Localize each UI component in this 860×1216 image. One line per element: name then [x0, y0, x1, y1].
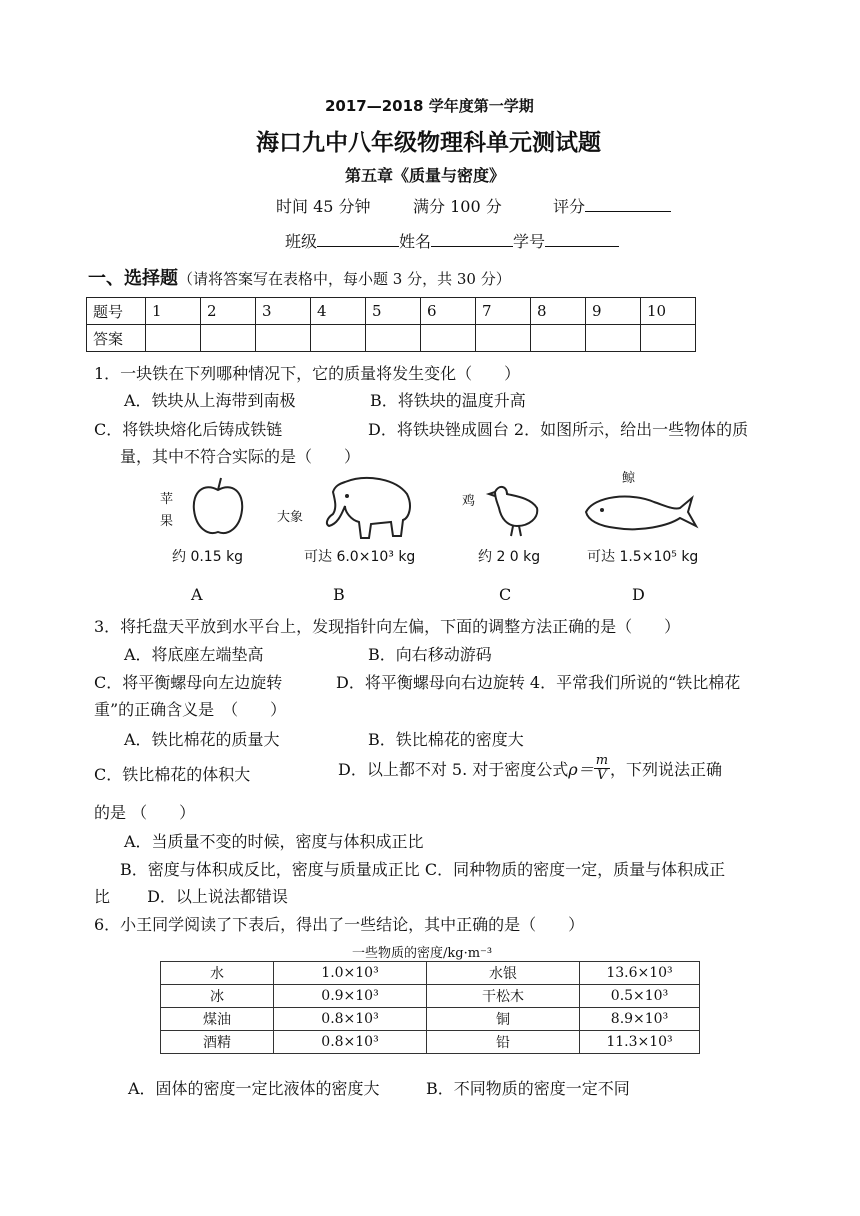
table-cell: 11.3×10³ — [580, 1031, 700, 1054]
question-number-label: 题号 — [87, 298, 146, 325]
answer-cell[interactable] — [256, 325, 311, 352]
answer-table-row-answers — [87, 325, 696, 352]
answer-table — [86, 297, 696, 352]
q4-option-a: A．铁比棉花的质量大 — [124, 730, 280, 749]
chicken-mass-label: 约 2 0 kg — [478, 549, 541, 565]
table-row — [161, 1031, 700, 1054]
density-fraction — [594, 754, 610, 783]
table-cell: 0.5×10³ — [580, 985, 700, 1008]
table-cell: 0.8×10³ — [274, 1031, 427, 1054]
chapter-title: 第五章《质量与密度》 — [345, 166, 506, 185]
section-note: （请将答案写在表格中，每小题 3 分，共 30 分） — [178, 270, 511, 288]
table-cell: 0.8×10³ — [274, 1008, 427, 1031]
q4-option-b: B．铁比棉花的密度大 — [368, 730, 524, 749]
table-cell: 酒精 — [161, 1031, 274, 1054]
question-number: 7 — [476, 298, 531, 325]
q4-option-d — [338, 754, 722, 783]
elephant-icon — [315, 472, 415, 542]
fraction-denominator: V — [597, 768, 607, 783]
q3-stem: 3．将托盘天平放到水平台上，发现指针向左偏，下面的调整方法正确的是（ ） — [94, 617, 681, 636]
q1-option-b: B．将铁块的温度升高 — [370, 391, 526, 410]
density-table — [160, 961, 700, 1054]
apple-label-top: 苹 — [160, 492, 174, 507]
full-score-info: 满分 100 分 — [413, 197, 502, 216]
answer-cell[interactable] — [531, 325, 586, 352]
section-heading — [88, 264, 511, 290]
school-year: 2017—2018 学年度第一学期 — [325, 97, 534, 115]
page-title: 海口九中八年级物理科单元测试题 — [256, 129, 601, 156]
answer-cell[interactable] — [366, 325, 421, 352]
score-field[interactable] — [553, 194, 671, 217]
apple-mass-label: 约 0.15 kg — [172, 549, 244, 565]
q5-stem-continued: 的是 （ ） — [94, 803, 196, 822]
question-number: 3 — [256, 298, 311, 325]
q2-figure — [150, 470, 710, 575]
whale-icon — [580, 486, 700, 536]
class-label: 班级 — [285, 232, 318, 251]
q5-stem-tail: ，下列说法正确 — [610, 760, 723, 779]
q5-option-a: A．当质量不变的时候，密度与体积成正比 — [124, 832, 424, 851]
answer-cell[interactable] — [311, 325, 366, 352]
student-no-label: 学号 — [513, 232, 546, 251]
student-info-row — [285, 229, 619, 252]
table-cell: 8.9×10³ — [580, 1008, 700, 1031]
q2-option-c: C — [499, 585, 512, 604]
answer-cell[interactable] — [476, 325, 531, 352]
table-cell: 煤油 — [161, 1008, 274, 1031]
score-blank[interactable] — [585, 195, 671, 212]
density-formula: ρ＝ — [568, 760, 594, 779]
q3-option-b: B．向右移动游码 — [368, 645, 492, 664]
answer-cell[interactable] — [641, 325, 696, 352]
answer-cell[interactable] — [586, 325, 641, 352]
q3-option-d: D．将平衡螺母向右边旋转 4．平常我们所说的“铁比棉花 — [336, 673, 741, 692]
question-number: 4 — [311, 298, 366, 325]
q3-option-a: A．将底座左端垫高 — [124, 645, 264, 664]
table-row — [161, 985, 700, 1008]
q2-option-d: D — [632, 585, 645, 604]
q2-option-a: A — [191, 585, 203, 604]
q6-option-a: A．固体的密度一定比液体的密度大 — [128, 1079, 380, 1098]
question-number: 5 — [366, 298, 421, 325]
chicken-label: 鸡 — [462, 494, 476, 509]
whale-mass-label: 可达 1.5×10⁵ kg — [587, 549, 699, 565]
q2-option-b: B — [333, 585, 345, 604]
q1-option-a: A．铁块从上海带到南极 — [124, 391, 296, 410]
score-label: 评分 — [553, 197, 586, 216]
answer-label: 答案 — [87, 325, 146, 352]
name-label: 姓名 — [399, 232, 432, 251]
q6-option-b: B．不同物质的密度一定不同 — [426, 1079, 630, 1098]
answer-table-row-numbers — [87, 298, 696, 325]
table-cell: 铅 — [427, 1031, 580, 1054]
time-label: 时间 45 分钟 — [276, 197, 371, 216]
table-row — [161, 1008, 700, 1031]
time-info — [276, 194, 371, 217]
class-blank[interactable] — [317, 230, 399, 247]
q1-option-c: C．将铁块熔化后铸成铁链 — [94, 420, 283, 439]
table-cell: 0.9×10³ — [274, 985, 427, 1008]
chicken-icon — [485, 478, 545, 538]
question-number: 2 — [201, 298, 256, 325]
q6-stem: 6．小王同学阅读了下表后，得出了一些结论，其中正确的是（ ） — [94, 915, 585, 934]
answer-cell[interactable] — [146, 325, 201, 352]
section-title: 一、选择题 — [88, 268, 178, 289]
q4-stem-continued: 重”的正确含义是 （ ） — [94, 700, 287, 719]
table-cell: 冰 — [161, 985, 274, 1008]
question-number: 10 — [641, 298, 696, 325]
apple-label-bottom: 果 — [160, 514, 174, 529]
answer-cell[interactable] — [201, 325, 256, 352]
answer-cell[interactable] — [421, 325, 476, 352]
table-row — [161, 962, 700, 985]
apple-icon — [188, 476, 248, 538]
q2-stem-continued: 量，其中不符合实际的是（ ） — [120, 447, 361, 466]
whale-label: 鲸 — [622, 471, 636, 486]
question-number: 1 — [146, 298, 201, 325]
table-cell: 1.0×10³ — [274, 962, 427, 985]
table-cell: 干松木 — [427, 985, 580, 1008]
elephant-label: 大象 — [277, 510, 304, 525]
q4-option-d-text: D．以上都不对 5. 对于密度公式 — [338, 760, 569, 779]
fraction-numerator: m — [595, 753, 609, 768]
q3-option-c: C．将平衡螺母向左边旋转 — [94, 673, 283, 692]
table-cell: 水 — [161, 962, 274, 985]
density-table-title: 一些物质的密度/kg·m⁻³ — [352, 946, 493, 961]
table-cell: 13.6×10³ — [580, 962, 700, 985]
q4-option-c: C．铁比棉花的体积大 — [94, 765, 251, 784]
q5-option-b: B．密度与体积成反比，密度与质量成正比 C．同种物质的密度一定，质量与体积成正 — [120, 860, 726, 879]
table-cell: 铜 — [427, 1008, 580, 1031]
name-blank[interactable] — [431, 230, 513, 247]
question-number: 8 — [531, 298, 586, 325]
student-no-blank[interactable] — [545, 230, 619, 247]
q1-option-d: D．将铁块锉成圆台 2．如图所示，给出一些物体的质 — [368, 420, 749, 439]
question-number: 9 — [586, 298, 641, 325]
q1-stem: 1．一块铁在下列哪种情况下，它的质量将发生变化（ ） — [94, 364, 521, 383]
question-number: 6 — [421, 298, 476, 325]
elephant-mass-label: 可达 6.0×10³ kg — [304, 549, 416, 565]
table-cell: 水银 — [427, 962, 580, 985]
q5-option-cd-continued: 比 D．以上说法都错误 — [94, 887, 288, 906]
